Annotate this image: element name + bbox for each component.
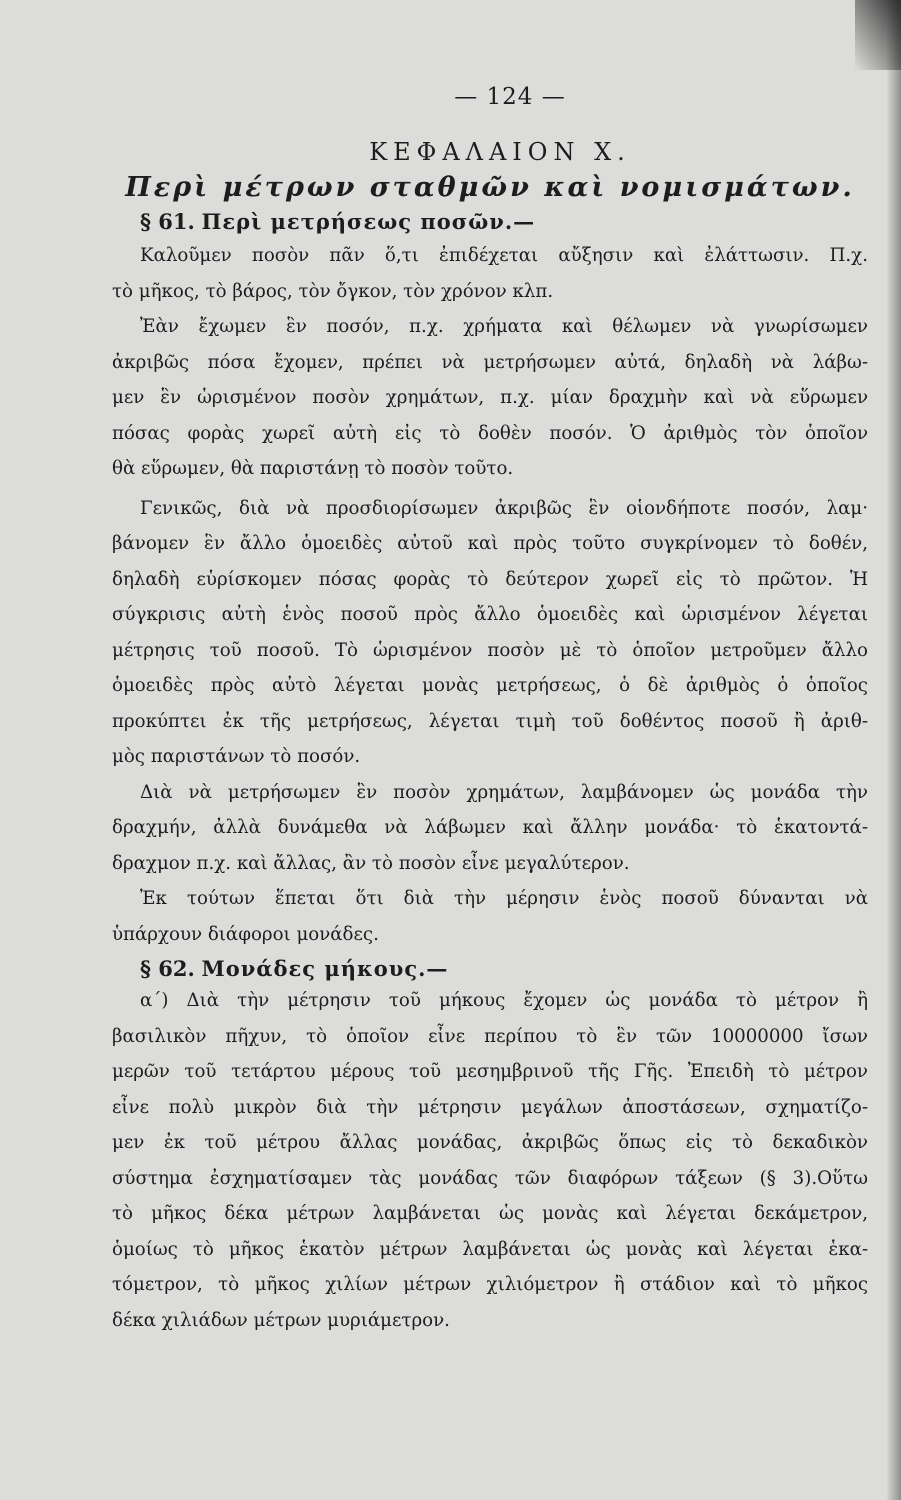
section-62-body bbox=[112, 983, 868, 1338]
section-61-number: § 61. bbox=[140, 209, 195, 234]
text-line: μεν ἓν ὡρισμένον ποσὸν χρημάτων, π.χ. μίαν δραχμὴν καὶ νὰ εὕρωμεν bbox=[112, 387, 868, 408]
paragraph bbox=[112, 238, 868, 309]
text-line: α´) Διὰ τὴν μέτρησιν τοῦ μήκους ἔχομεν ὡς μονάδα τὸ μέτρον ἢ bbox=[140, 990, 868, 1011]
paragraph bbox=[112, 775, 868, 882]
chapter-heading: ΚΕΦΑΛΑΙΟΝ Χ. bbox=[369, 138, 631, 166]
section-62-heading bbox=[112, 956, 868, 981]
text-line: θὰ εὕρωμεν, θὰ παριστάνῃ τὸ ποσὸν τοῦτο. bbox=[112, 458, 514, 479]
text-line: δέκα χιλιάδων μέτρων μυριάμετρον. bbox=[112, 1309, 450, 1331]
text-line: εἶνε πολὺ μικρὸν διὰ τὴν μέτρησιν μεγάλων ἀποστάσεων, σχηματίζο- bbox=[112, 1096, 868, 1118]
section-62-number: § 62. bbox=[140, 956, 195, 981]
paragraph bbox=[112, 881, 868, 952]
text-line: δραχμήν, ἀλλὰ δυνάμεθα νὰ λάβωμεν καὶ ἄλλην μονάδα· τὸ ἑκατοντά- bbox=[112, 817, 868, 838]
text-line: Ἐκ τούτων ἕπεται ὅτι διὰ τὴν μέρησιν ἑνὸς ποσοῦ δύνανται νὰ bbox=[140, 888, 868, 909]
paragraph bbox=[112, 309, 868, 487]
text-line: τὸ μῆκος, τὸ βάρος, τὸν ὄγκον, τὸν χρόνον κλπ. bbox=[112, 280, 554, 302]
chapter-title: Περὶ μέτρων σταθμῶν καὶ νομισμάτων. bbox=[125, 172, 855, 203]
section-61-heading bbox=[112, 209, 868, 234]
paragraph bbox=[112, 491, 868, 775]
text-line: Διὰ νὰ μετρήσωμεν ἓν ποσὸν χρημάτων, λαμβάνομεν ὡς μονάδα τὴν bbox=[140, 781, 868, 803]
text-line: ὁμοίως τὸ μῆκος ἑκατὸν μέτρων λαμβάνεται ὡς μονὰς καὶ λέγεται ἑκα- bbox=[112, 1238, 868, 1260]
text-line: Καλοῦμεν ποσὸν πᾶν ὅ,τι ἐπιδέχεται αὔξησιν καὶ ἐλάττωσιν. Π.χ. bbox=[140, 245, 868, 266]
section-61-body bbox=[112, 238, 868, 952]
section-61-title: Περὶ μετρήσεως ποσῶν.— bbox=[201, 209, 536, 234]
page-number: — 124 — bbox=[454, 84, 566, 110]
section-62-title: Μονάδες μήκους.— bbox=[201, 956, 449, 981]
text-line: δηλαδὴ εὑρίσκομεν πόσας φορὰς τὸ δεύτερον χωρεῖ εἰς τὸ πρῶτον. Ἡ bbox=[112, 568, 868, 590]
text-line: τόμετρον, τὸ μῆκος χιλίων μέτρων χιλιόμετρον ἢ στάδιον καὶ τὸ μῆκος bbox=[112, 1274, 868, 1295]
text-line: μερῶν τοῦ τετάρτου μέρους τοῦ μεσημβρινοῦ τῆς Γῆς. Ἐπειδὴ τὸ μέτρον bbox=[112, 1061, 868, 1082]
text-line: ἀκριβῶς πόσα ἔχομεν, πρέπει νὰ μετρήσωμεν αὐτά, δηλαδὴ νὰ λάβω- bbox=[112, 351, 868, 373]
text-line: πόσας φορὰς χωρεῖ αὐτὴ εἰς τὸ δοθὲν ποσόν. Ὁ ἀριθμὸς τὸν ὁποῖον bbox=[112, 422, 868, 444]
text-line: βασιλικὸν πῆχυν, τὸ ὁποῖον εἶνε περίπου τὸ ἓν τῶν 10000000 ἴσων bbox=[112, 1025, 868, 1047]
page-edge-shadow bbox=[887, 0, 901, 1500]
text-line: ὑπάρχουν διάφοροι μονάδες. bbox=[112, 923, 379, 945]
text-line: δραχμον π.χ. καὶ ἄλλας, ἂν τὸ ποσὸν εἶνε μεγαλύτερον. bbox=[112, 852, 630, 874]
text-line: μεν ἐκ τοῦ μέτρου ἄλλας μονάδας, ἀκριβῶς ὅπως εἰς τὸ δεκαδικὸν bbox=[112, 1132, 868, 1153]
text-line: προκύπτει ἐκ τῆς μετρήσεως, λέγεται τιμὴ τοῦ δοθέντος ποσοῦ ἢ ἀριθ- bbox=[112, 710, 868, 732]
page-content bbox=[112, 84, 868, 1338]
text-line: μὸς παριστάνων τὸ ποσόν. bbox=[112, 746, 361, 767]
text-line: τὸ μῆκος δέκα μέτρων λαμβάνεται ὡς μονὰς καὶ λέγεται δεκάμετρον, bbox=[112, 1203, 868, 1224]
text-line: σύστημα ἐσχηματίσαμεν τὰς μονάδας τῶν διαφόρων τάξεων (§ 3).Οὕτω bbox=[112, 1167, 868, 1189]
page-corner-shadow bbox=[855, 0, 901, 70]
text-line: Ἐὰν ἔχωμεν ἓν ποσόν, π.χ. χρήματα καὶ θέλωμεν νὰ γνωρίσωμεν bbox=[140, 316, 868, 337]
text-line: ὁμοειδὲς πρὸς αὐτὸ λέγεται μονὰς μετρήσεως, ὁ δὲ ἀριθμὸς ὁ ὁποῖος bbox=[112, 675, 868, 696]
text-line: Γενικῶς, διὰ νὰ προσδιορίσωμεν ἀκριβῶς ἓν οἱονδήποτε ποσόν, λαμ· bbox=[140, 497, 868, 519]
text-line: μέτρησις τοῦ ποσοῦ. Τὸ ὡρισμένον ποσὸν μὲ τὸ ὁποῖον μετροῦμεν ἄλλο bbox=[112, 639, 868, 661]
text-line: βάνομεν ἓν ἄλλο ὁμοειδὲς αὐτοῦ καὶ πρὸς τοῦτο συγκρίνομεν τὸ δοθέν, bbox=[112, 533, 868, 554]
paragraph bbox=[112, 983, 868, 1338]
text-line: σύγκρισις αὐτὴ ἑνὸς ποσοῦ πρὸς ἄλλο ὁμοειδὲς καὶ ὡρισμένον λέγεται bbox=[112, 604, 868, 625]
